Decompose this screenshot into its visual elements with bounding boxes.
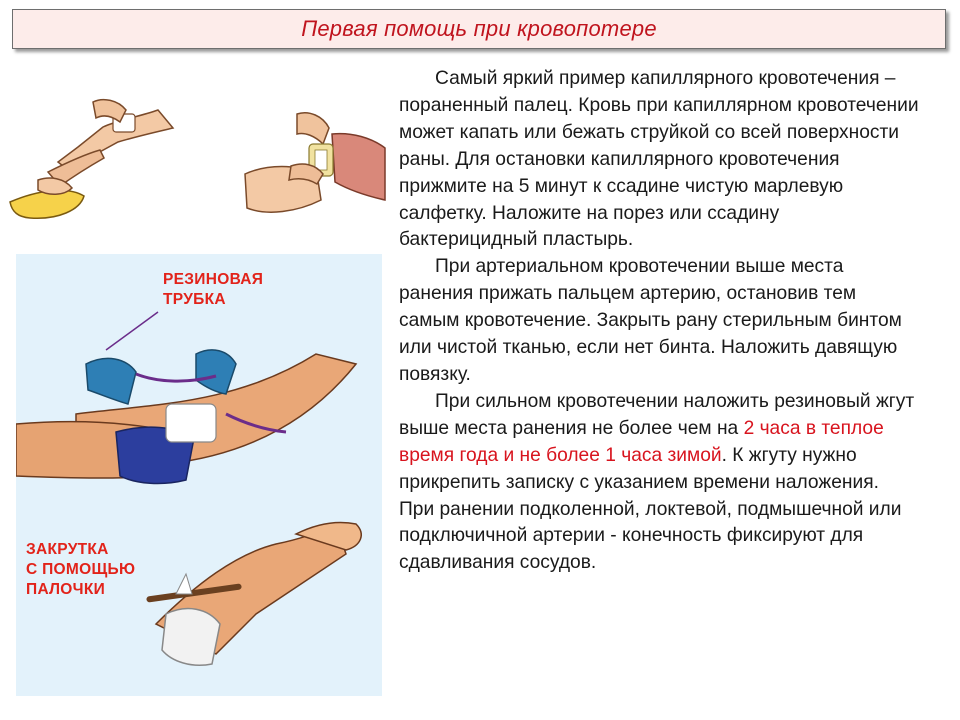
tourniquet-text-before: При сильном кровотечении наложить резиновый жгут выше места ранения не более чем на <box>399 390 915 439</box>
paragraph-tourniquet <box>399 389 919 577</box>
caption-stick-line1: ЗАКРУТКА <box>26 541 109 558</box>
caption-rubber-tube-line1: РЕЗИНОВАЯ <box>163 271 264 288</box>
caption-stick-twist <box>26 540 135 600</box>
tourniquet-time-limit: 2 часа в теплое время года и не более 1 часа зимой <box>399 417 884 466</box>
plaster-on-finger-illustration <box>237 104 387 224</box>
title-bar <box>12 9 946 49</box>
finger-bandage-illustration <box>8 92 178 224</box>
tourniquet-text-after: . К жгуту нужно прикрепить записку с указанием времени наложения. При ранении подколенной, локтевой, подмышечной или подключичной артерии - конечность фиксируют для сдавливания сосудов. <box>399 444 902 574</box>
tourniquet-illustration <box>16 254 382 696</box>
paragraph-capillary: Самый яркий пример капиллярного кровотечения – пораненный палец. Кровь при капиллярном кровотечении может капать или бежать струйкой со всей поверхности раны. Для остановки капиллярного кровотечения прижмите на 5 минут к ссадине чистую марлевую салфетку. Наложите на порез или ссадину бактерицидный пластырь. <box>399 68 919 251</box>
body-text <box>399 66 919 577</box>
paragraph-arterial: При артериальном кровотечении выше места ранения прижать пальцем артерию, остановив тем самым кровотечение. Закрыть рану стерильным бинтом или чистой тканью, если нет бинта. Наложить давящую повязку. <box>399 256 902 385</box>
caption-rubber-tube <box>163 270 263 310</box>
caption-stick-line3: ПАЛОЧКИ <box>26 581 106 598</box>
caption-stick-line2: С ПОМОЩЬЮ <box>26 561 136 578</box>
slide-title: Первая помощь при кровопотере <box>301 16 657 41</box>
caption-rubber-tube-line2: ТРУБКА <box>163 291 226 308</box>
